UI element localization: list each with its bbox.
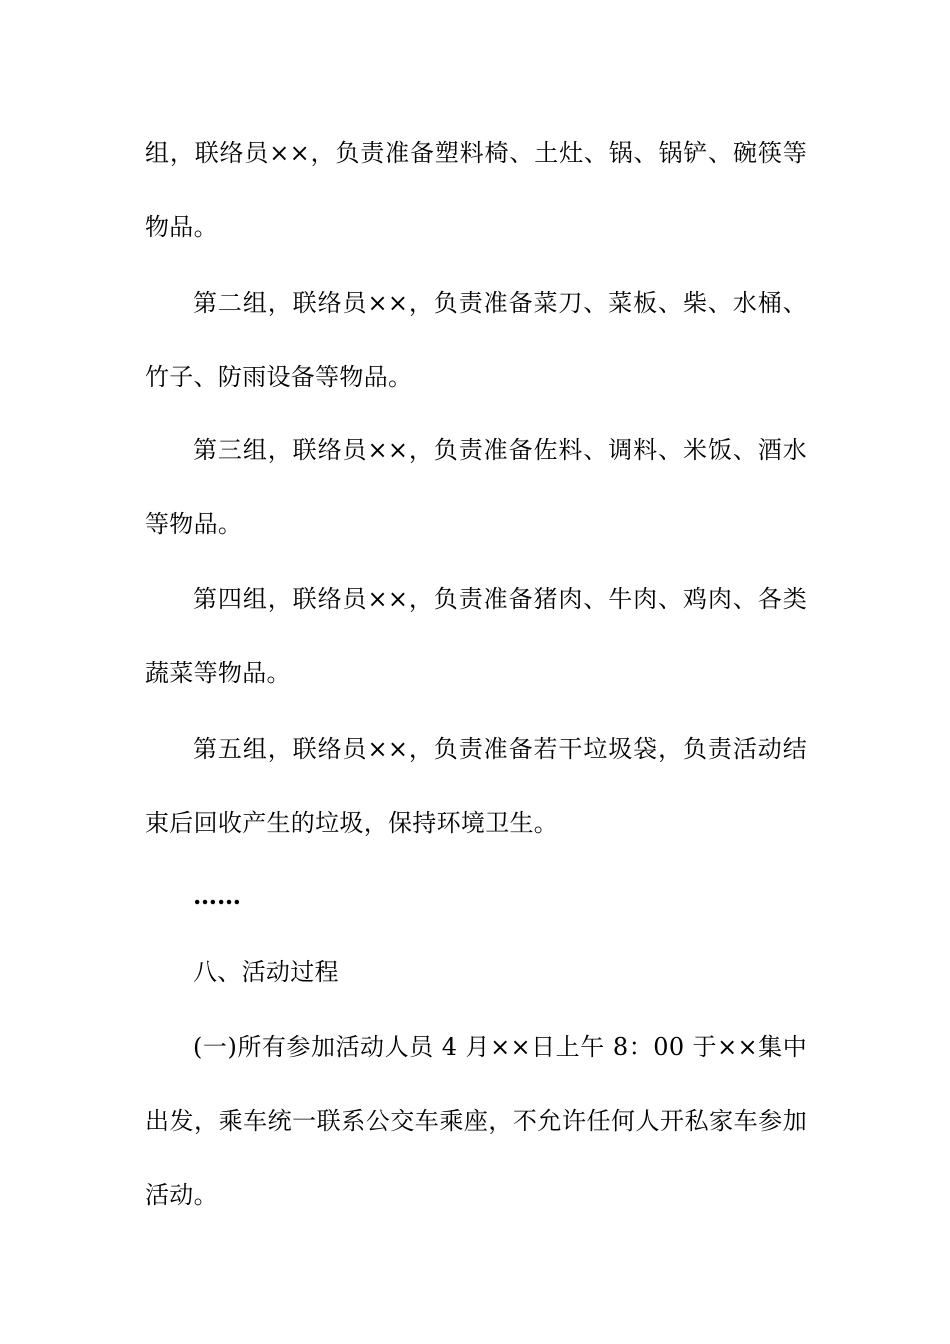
ellipsis-line: …… bbox=[193, 881, 241, 910]
paragraph-activity-step-one: (一)所有参加活动人员 4 月××日上午 8：00 于××集中出发，乘车统一联系公交车乘座，不允许任何人开私家车参加活动。 bbox=[145, 1033, 807, 1209]
paragraph-group-four: 第四组，联络员××，负责准备猪肉、牛肉、鸡肉、各类蔬菜等物品。 bbox=[145, 585, 807, 687]
paragraph-group-two: 第二组，联络员××，负责准备菜刀、菜板、柴、水桶、竹子、防雨设备等物品。 bbox=[145, 289, 807, 391]
paragraph-group-five: 第五组，联络员××，负责准备若干垃圾袋，负责活动结束后回收产生的垃圾，保持环境卫生。 bbox=[145, 735, 807, 837]
paragraph-group-one-continued: 组，联络员××，负责准备塑料椅、土灶、锅、锅铲、碗筷等物品。 bbox=[145, 139, 807, 241]
paragraph-group-three: 第三组，联络员××，负责准备佐料、调料、米饭、酒水等物品。 bbox=[145, 436, 807, 538]
section-heading-activity-process: 八、活动过程 bbox=[193, 958, 339, 986]
